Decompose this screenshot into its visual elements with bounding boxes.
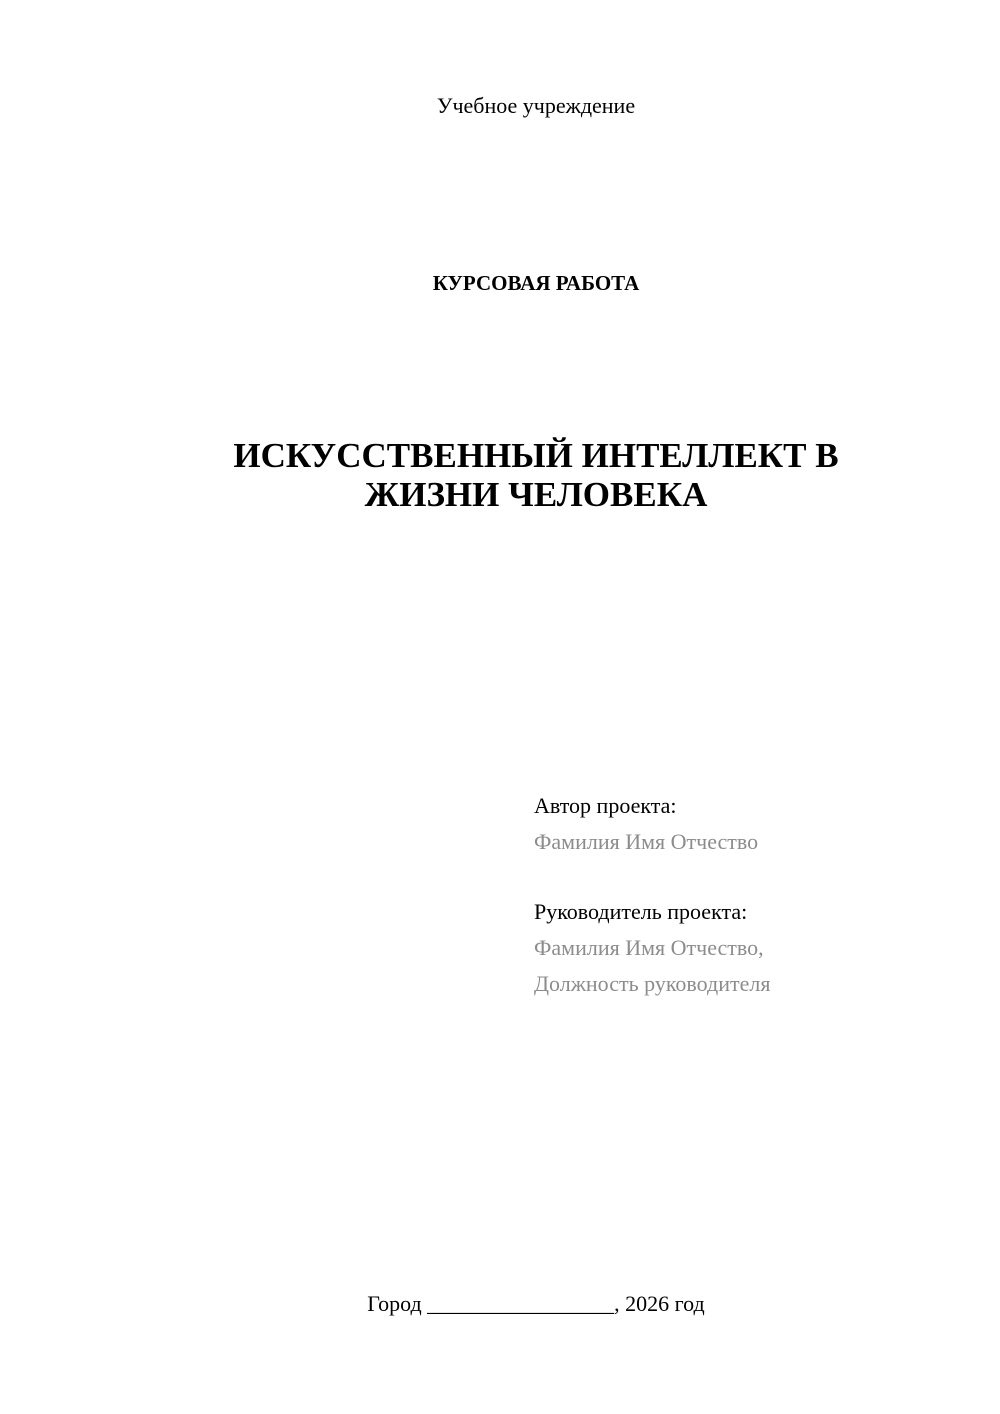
supervisor-position: Должность руководителя <box>534 971 771 996</box>
document-title <box>0 436 1000 514</box>
city-year-line: Город _________________, 2026 год <box>367 1291 705 1316</box>
author-name: Фамилия Имя Отчество <box>534 829 759 854</box>
supervisor-label: Руководитель проекта: <box>534 899 748 924</box>
title-line-2: ЖИЗНИ ЧЕЛОВЕКА <box>364 475 708 514</box>
institution-name: Учебное учреждение <box>436 93 636 118</box>
work-type-heading: КУРСОВАЯ РАБОТА <box>432 271 640 295</box>
author-label: Автор проекта: <box>534 793 677 818</box>
credits-spacer <box>534 860 770 894</box>
credits-block <box>534 788 770 1002</box>
supervisor-name: Фамилия Имя Отчество, <box>534 935 764 960</box>
title-line-1: ИСКУССТВЕННЫЙ ИНТЕЛЛЕКТ В <box>233 436 839 475</box>
